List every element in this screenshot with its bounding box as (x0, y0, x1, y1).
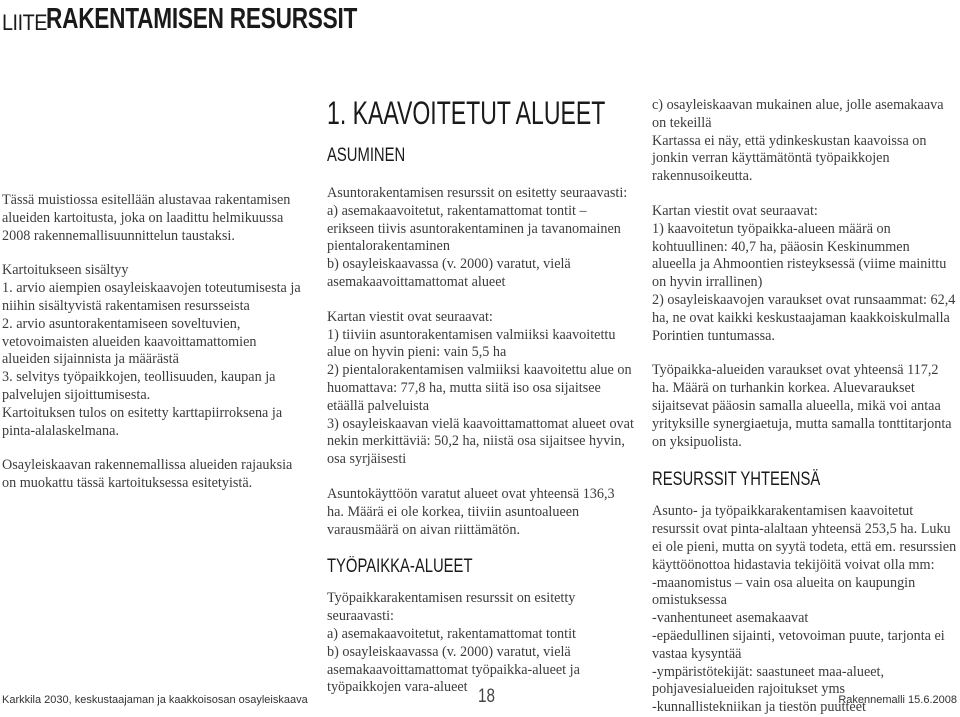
housing-item-a: a) asemakaavoitetut, rakentamattomat tontit – erikseen tiivis asuntorakentaminen ja tavanomainen pientalorakentaminen (327, 202, 621, 255)
housing-total: Asuntokäyttöön varatut alueet ovat yhteensä 136,3 ha. Määrä ei ole korkea, tiiviin asuntoalueen varausmäärä on aivan riittämätön. (327, 485, 615, 538)
housing-item-b: b) osayleiskaavassa (v. 2000) varatut, vielä asemakaavoittamattomat alueet (327, 256, 571, 290)
work-item-a: a) asemakaavoitetut, rakentamattomat tontit (327, 625, 576, 642)
housing-heading: ASUMINEN (327, 145, 406, 166)
contents-item-3: 3. selvitys työpaikkojen, teollisuuden, kaupan ja palvelujen sijoittumisesta. (2, 369, 276, 403)
column-1 (2, 192, 302, 493)
resources-total-text: Asunto- ja työpaikkarakentamisen kaavoitetut resurssit ovat pinta-alaltaan yhteensä 253,5 ha. Luku ei ole pieni, mutta on syytä todeta, että em. resurssien käyttöönottoa hidastavia tekijöitä voivat olla mm: (652, 503, 957, 573)
column-3 (652, 97, 957, 717)
footer-version-date: Rakennemalli 15.6.2008 (838, 694, 957, 706)
housing-map-item-1: 1) tiiviin asuntorakentamisen valmiiksi kaavoitettu alue on hyvin pieni: vain 5,5 ha (327, 326, 616, 361)
page-header (2, 2, 445, 36)
page-footer (0, 686, 960, 711)
housing-map-item-3: 3) osayleiskaavan vielä kaavoittamattomat alueet ovat nekin merkittäviä: 50,2 ha, niistä osa sijaitsee hyvin, osa syrjäisesti (327, 415, 634, 468)
housing-map-item-2: 2) pientalorakentamisen valmiiksi kaavoitettu alue on huomattava: 77,8 ha, mutta siitä iso osa sijaitsee etäällä palveluista (327, 362, 632, 414)
housing-map-intro: Kartan viestit ovat seuraavat: (327, 308, 493, 325)
page-title: RAKENTAMISEN RESURSSIT (46, 3, 358, 35)
work-c-note: Kartassa ei näy, että ydinkeskustan kaavoissa on jonkin verran käyttämätöntä työpaikkojen rakennusoikeutta. (652, 132, 927, 185)
column-2 (327, 95, 635, 697)
factor-item-2: -vanhentuneet asemakaavat (652, 610, 809, 627)
work-heading: TYÖPAIKKA-ALUEET (327, 556, 473, 578)
work-intro: Työpaikkarakentamisen resurssit on esitetty seuraavasti: (327, 590, 576, 625)
appendix-label: LIITE (2, 10, 48, 35)
page-number: 18 (478, 686, 495, 707)
factor-item-5: -kunnallistekniikan ja tiestön puutteet (652, 699, 866, 716)
factor-item-4: -ympäristötekijät: saastuneet maa-alueet, pohjavesialueiden rajoitukset yms (652, 663, 885, 698)
intro-paragraph: Tässä muistiossa esitellään alustavaa rakentamisen alueiden kartoitusta, joka on laadittu helmikuussa 2008 rakennemallisuunnittelun taustaksi. (2, 192, 291, 244)
work-item-c: c) osayleiskaavan mukainen alue, jolle asemakaava on tekeillä (652, 97, 944, 131)
work-total: Työpaikka-alueiden varaukset ovat yhteensä 117,2 ha. Määrä on turhankin korkea. Aluevaraukset sijaitsevat pääosin samalla alueella, mikä voi antaa yrityksille synergiaetuja, mutta samalla tonttitarjonta on yksipuolista. (652, 362, 952, 450)
contents-item-2: 2. arvio asuntorakentamiseen soveltuvien, vetovoimaisten alueiden kaavoittamattomien alueiden sijainnista ja määrästä (2, 315, 257, 368)
factor-item-1: -maanomistus – vain osa alueita on kaupungin omistuksessa (652, 574, 916, 609)
note-paragraph: Osayleiskaavan rakennemallissa alueiden rajauksia on muokattu tässä kartoituksessa esitetyistä. (2, 457, 293, 492)
work-map-intro: Kartan viestit ovat seuraavat: (652, 202, 818, 219)
housing-intro: Asuntorakentamisen resurssit on esitetty seuraavasti: (327, 185, 628, 201)
result-paragraph: Kartoituksen tulos on esitetty karttapiirroksena ja pinta-alalaskelmana. (2, 404, 283, 439)
work-item-b: b) osayleiskaavassa (v. 2000) varatut, vielä asemakaavoittamattomat työpaikka-alueet ja työpaikkojen vara-alueet (327, 643, 580, 696)
resources-total-heading: RESURSSIT YHTEENSÄ (652, 469, 821, 491)
section-title: 1. KAAVOITETUT ALUEET (327, 95, 606, 131)
footer-document-title: Karkkila 2030, keskustaajaman ja kaakkoisosan osayleiskaava (2, 694, 308, 706)
contents-heading: Kartoitukseen sisältyy (2, 262, 129, 279)
work-map-item-2: 2) osayleiskaavojen varaukset ovat runsaammat: 62,4 ha, ne ovat kaikki keskustaajaman kaakkoiskulmalla Porintien tuntumassa. (652, 291, 956, 344)
factor-item-3: -epäedullinen sijainti, vetovoiman puute, tarjonta ei vastaa kysyntää (652, 627, 945, 662)
work-map-item-1: 1) kaavoitetun työpaikka-alueen määrä on kohtuullinen: 40,7 ha, pääosin Keskinummen alueella ja Ahmoontien risteyksessä (viime mainittu on hyvin irrallinen) (652, 220, 947, 291)
contents-item-1: 1. arvio aiempien osayleiskaavojen toteutumisesta ja niihin sisältyvistä rakentamisen resursseista (2, 280, 301, 314)
